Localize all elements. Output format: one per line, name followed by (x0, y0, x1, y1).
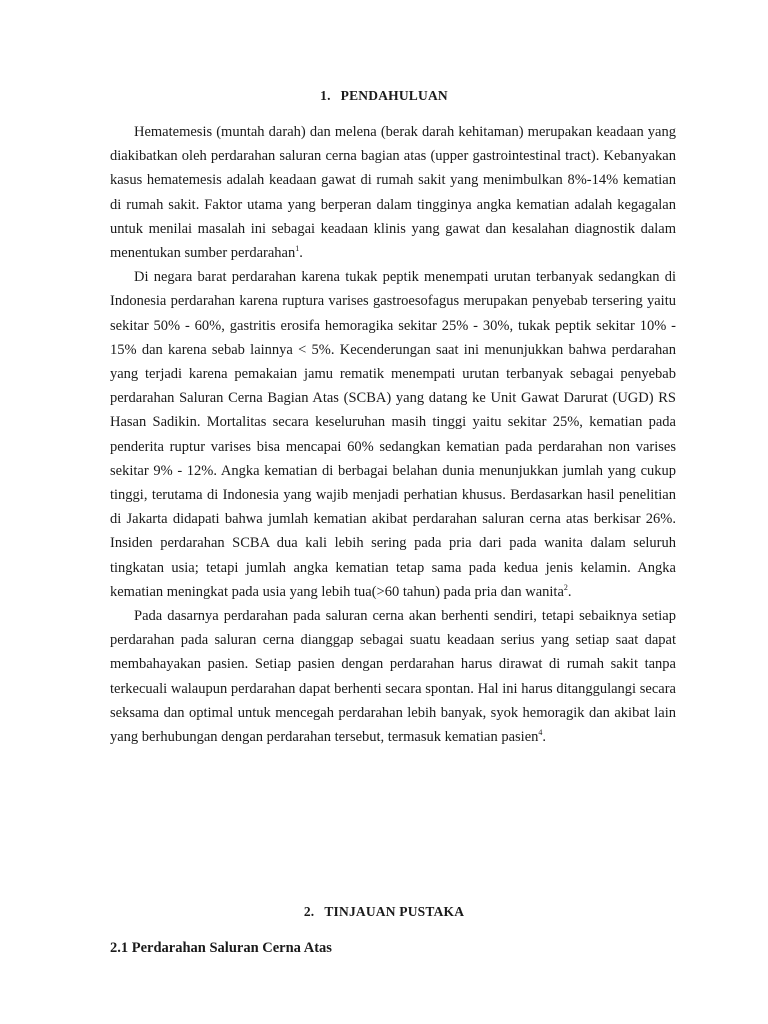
paragraph-text: Di negara barat perdarahan karena tukak peptik menempati urutan terbanyak sedangkan di Indonesia perdarahan karena ruptura varises gastroesofagus merupakan penyebab tersering yaitu sekitar 50% - 60%, gastritis erosifa hemoragika sekitar 25% - 30%, tukak peptik sekitar 10% - 15% dan karena sebab lainnya < 5%. Kecenderungan saat ini menunjukkan bahwa perdarahan yang terjadi karena pemakaian jamu rematik menempati urutan terbanyak sebagai penyebab perdarahan Saluran Cerna Bagian Atas (SCBA) yang datang ke Unit Gawat Darurat (UGD) RS Hasan Sadikin. Mortalitas secara keseluruhan masih tinggi yaitu sekitar 25%, kematian pada penderita ruptur varises bisa mencapai 60% sedangkan kematian pada perdarahan non varises sekitar 9% - 12%. Angka kematian di berbagai belahan dunia menunjukkan jumlah yang cukup tinggi, terutama di Indonesia yang wajib menjadi perhatian khusus. Berdasarkan hasil penelitian di Jakarta didapati bahwa jumlah kematian akibat perdarahan saluran cerna atas berkisar 26%. Insiden perdarahan SCBA dua kali lebih sering pada pria dari pada wanita dalam seluruh tingkatan usia; tetapi jumlah angka kematian tetap sama pada kedua jenis kelamin. Angka kematian meningkat pada usia yang lebih tua(>60 tahun) pada pria dan wanita (110, 269, 676, 600)
section-title: PENDAHULUAN (340, 88, 448, 103)
citation-ref: 2 (563, 582, 568, 592)
section-heading-tinjauan-pustaka (0, 904, 768, 920)
paragraph-text: Hematemesis (muntah darah) dan melena (berak darah kehitaman) merupakan keadaan yang diakibatkan oleh perdarahan saluran cerna bagian atas (upper gastrointestinal tract). Kebanyakan kasus hematemesis adalah keadaan gawat di rumah sakit yang menimbulkan 8%-14% kematian di rumah sakit. Faktor utama yang berperan dalam tingginya angka kematian adalah kegagalan untuk menilai masalah ini sebagai keadaan klinis yang gawat dan kesalahan diagnostik dalam menentukan sumber perdarahan (110, 124, 676, 262)
paragraph-end: . (567, 583, 572, 600)
subsection-heading: 2.1 Perdarahan Saluran Cerna Atas (110, 940, 332, 956)
citation-ref: 4 (538, 728, 543, 738)
paragraph-end: . (299, 245, 303, 262)
paragraph-text: Pada dasarnya perdarahan pada saluran cerna akan berhenti sendiri, tetapi sebaiknya setiap perdarahan pada saluran cerna dianggap sebagai suatu keadaan serius yang setiap saat dapat membahayakan pasien. Setiap pasien dengan perdarahan harus dirawat di rumah sakit tanpa terkecuali walaupun perdarahan dapat berhenti secara spontan. Hal ini harus ditanggulangi secara seksama dan optimal untuk mencegah perdarahan lebih banyak, syok hemoragik dan akibat lain yang berhubungan dengan perdarahan tersebut, termasuk kematian pasien (110, 608, 676, 746)
paragraph (110, 604, 676, 749)
paragraph (110, 265, 676, 604)
section-heading-pendahuluan (0, 88, 768, 104)
citation-ref: 1 (295, 244, 300, 254)
section-body-pendahuluan (110, 120, 676, 749)
paragraph-end: . (542, 729, 547, 746)
section-number: 2. (303, 904, 315, 919)
section-number: 1. (320, 88, 331, 103)
section-title: TINJAUAN PUSTAKA (324, 904, 465, 919)
paragraph (110, 120, 676, 265)
